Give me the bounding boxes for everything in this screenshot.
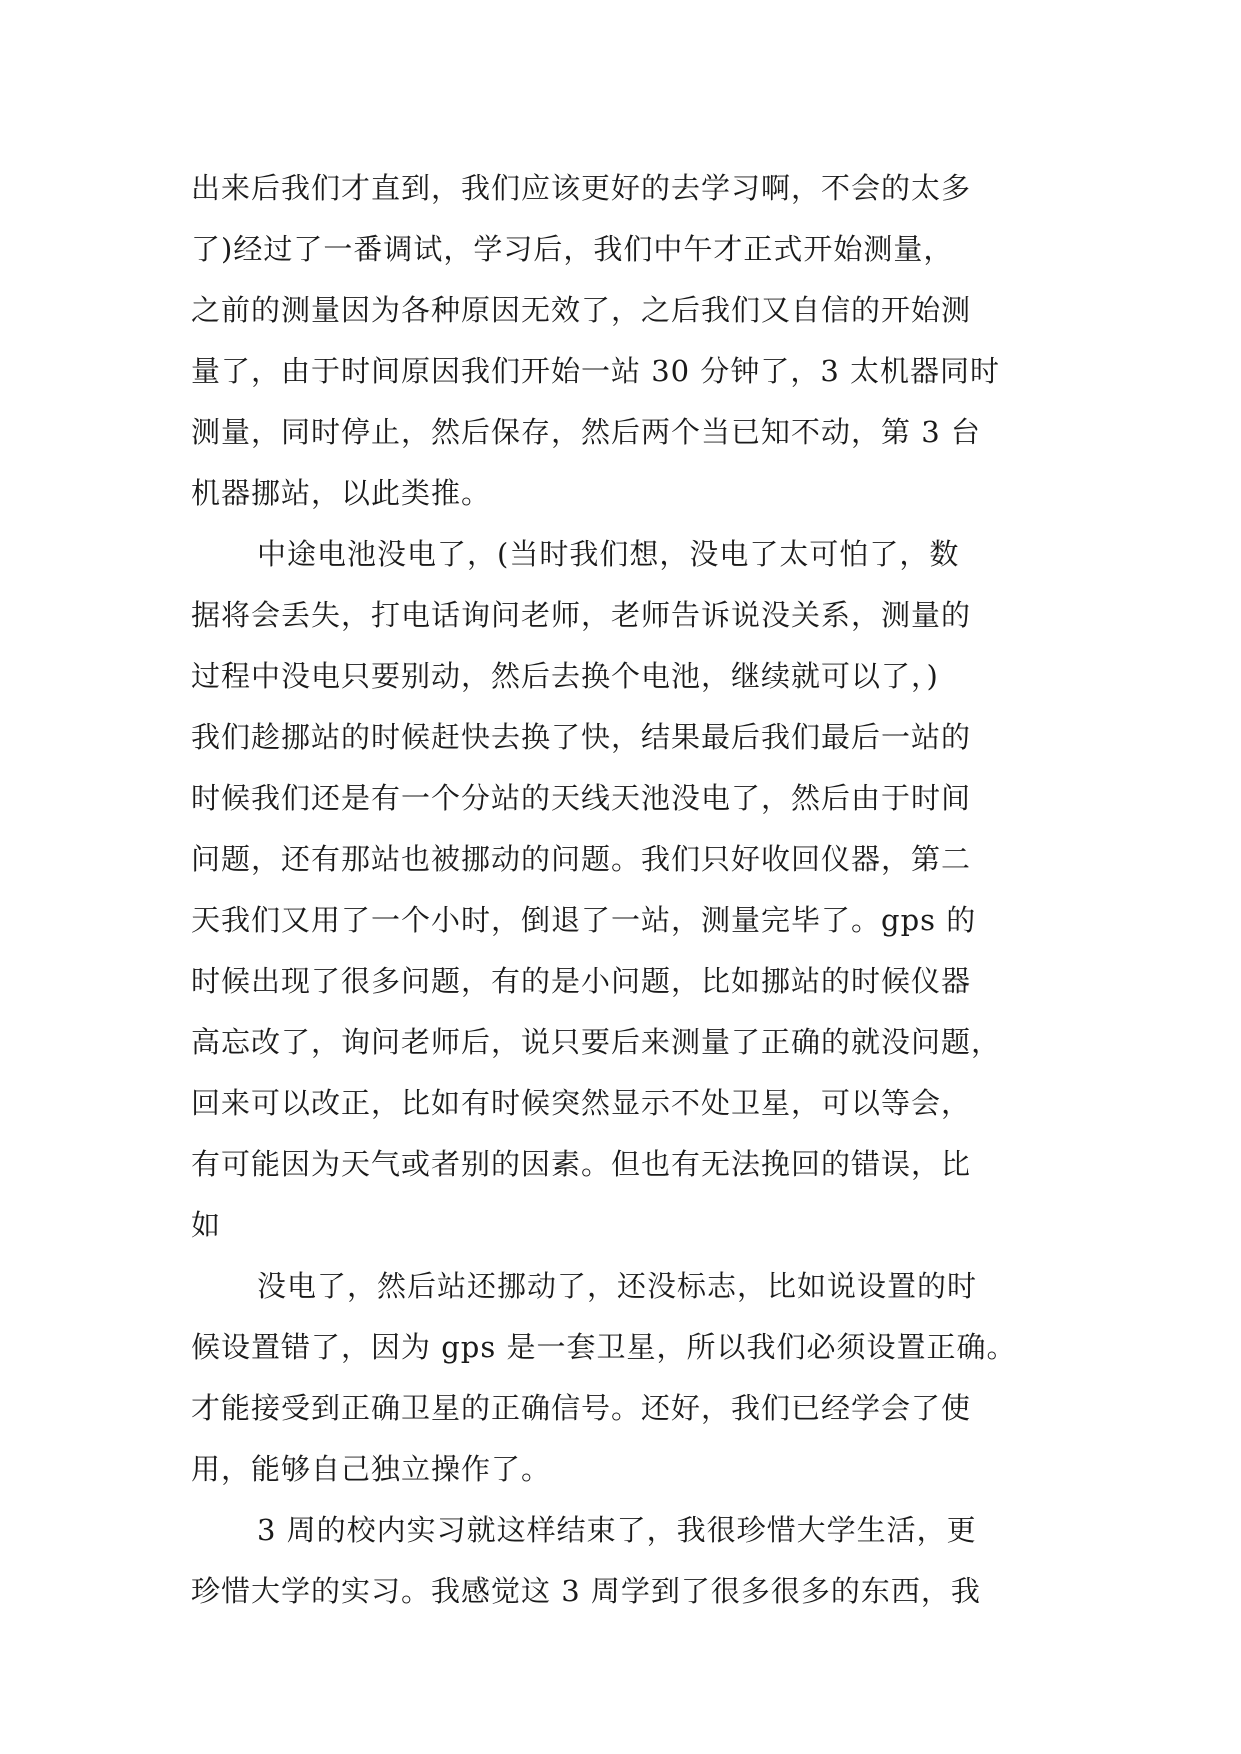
text-line: 过程中没电只要别动，然后去换个电池，继续就可以了，) [191,659,939,693]
text-line: 有可能因为天气或者别的因素。但也有无法挽回的错误，比 [191,1147,972,1181]
text-line: 没电了，然后站还挪动了，还没标志，比如说设置的时 [257,1269,978,1303]
text-line: 量了，由于时间原因我们开始一站 30 分钟了，3 太机器同时 [191,354,1001,388]
text-line: 据将会丢失，打电话询问老师，老师告诉说没关系，测量的 [191,598,972,632]
text-line: 之前的测量因为各种原因无效了，之后我们又自信的开始测 [191,293,972,327]
text-line: 3 周的校内实习就这样结束了，我很珍惜大学生活，更 [257,1513,977,1547]
text-line: 天我们又用了一个小时，倒退了一站，测量完毕了。gps 的 [191,903,977,937]
text-line: 时候出现了很多问题，有的是小问题，比如挪站的时候仪器 [191,964,972,998]
text-line: 高忘改了，询问老师后，说只要后来测量了正确的就没问题， [191,1025,1002,1059]
text-line: 机器挪站，以此类推。 [191,476,492,510]
text-line: 测量，同时停止，然后保存，然后两个当已知不动，第 3 台 [191,415,981,449]
text-line: 时候我们还是有一个分站的天线天池没电了，然后由于时间 [191,781,972,815]
text-line: 了)经过了一番调试，学习后，我们中午才正式开始测量， [191,232,954,266]
text-line: 候设置错了，因为 gps 是一套卫星，所以我们必须设置正确。 [191,1330,1017,1364]
text-line: 回来可以改正，比如有时候突然显示不处卫星，可以等会， [191,1086,972,1120]
body-text [191,158,1071,1622]
text-line: 问题，还有那站也被挪动的问题。我们只好收回仪器，第二 [191,842,972,876]
text-line: 用，能够自己独立操作了。 [191,1452,552,1486]
text-line: 珍惜大学的实习。我感觉这 3 周学到了很多很多的东西，我 [191,1574,981,1608]
text-line: 才能接受到正确卫星的正确信号。还好，我们已经学会了使 [191,1391,972,1425]
text-line: 如 [191,1208,222,1242]
text-line: 出来后我们才直到，我们应该更好的去学习啊，不会的太多 [191,171,972,205]
text-line: 我们趁挪站的时候赶快去换了快，结果最后我们最后一站的 [191,720,972,754]
text-line: 中途电池没电了，(当时我们想，没电了太可怕了，数 [257,537,960,571]
